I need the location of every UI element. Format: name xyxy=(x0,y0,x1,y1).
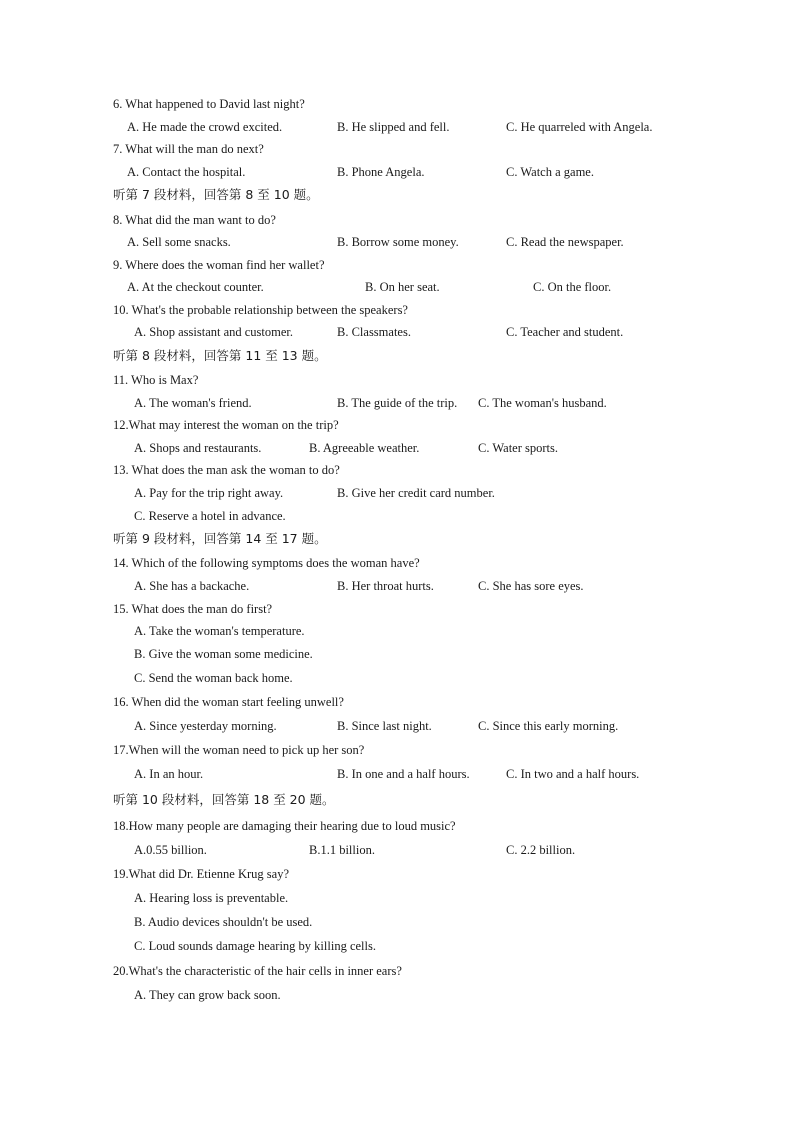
question-14-stem: 14. Which of the following symptoms does the woman have? xyxy=(113,556,420,570)
question-10-option-c: C. Teacher and student. xyxy=(506,325,624,339)
question-8-option-c: C. Read the newspaper. xyxy=(506,235,624,249)
question-14-option-a: A. She has a backache. xyxy=(134,579,250,593)
question-19-option-c: C. Loud sounds damage hearing by killing cells. xyxy=(134,939,376,953)
question-7-option-b: B. Phone Angela. xyxy=(337,165,425,179)
question-18-stem: 18.How many people are damaging their hearing due to loud music? xyxy=(113,819,456,833)
question-9-option-a: A. At the checkout counter. xyxy=(127,280,264,294)
question-12-option-c: C. Water sports. xyxy=(478,441,559,455)
question-10-option-a: A. Shop assistant and customer. xyxy=(134,325,294,339)
question-16-option-b: B. Since last night. xyxy=(337,719,432,733)
question-6-option-c: C. He quarreled with Angela. xyxy=(506,120,653,134)
question-17-stem: 17.When will the woman need to pick up her son? xyxy=(113,743,365,757)
question-10-option-b: B. Classmates. xyxy=(337,325,411,339)
question-16-option-c: C. Since this early morning. xyxy=(478,719,619,733)
question-8-stem: 8. What did the man want to do? xyxy=(113,213,276,227)
question-18-option-c: C. 2.2 billion. xyxy=(506,843,576,857)
question-15-stem: 15. What does the man do first? xyxy=(113,602,273,616)
question-15-option-c: C. Send the woman back home. xyxy=(134,671,293,685)
question-12-option-a: A. Shops and restaurants. xyxy=(134,441,262,455)
question-17-option-b: B. In one and a half hours. xyxy=(337,767,470,781)
question-7-option-a: A. Contact the hospital. xyxy=(127,165,246,179)
question-17-option-a: A. In an hour. xyxy=(134,767,204,781)
section-heading-8: 听第 8 段材料，回答第 11 至 13 题。 xyxy=(113,348,327,363)
question-6-stem: 6. What happened to David last night? xyxy=(113,97,305,111)
question-15-option-a: A. Take the woman's temperature. xyxy=(134,624,305,638)
question-17-option-c: C. In two and a half hours. xyxy=(506,767,640,781)
section-heading-9: 听第 9 段材料，回答第 14 至 17 题。 xyxy=(113,531,327,546)
question-9-option-c: C. On the floor. xyxy=(533,280,612,294)
question-13-option-c: C. Reserve a hotel in advance. xyxy=(134,509,286,523)
question-14-option-b: B. Her throat hurts. xyxy=(337,579,434,593)
question-6-option-b: B. He slipped and fell. xyxy=(337,120,450,134)
question-19-option-a: A. Hearing loss is preventable. xyxy=(134,891,289,905)
question-6-option-a: A. He made the crowd excited. xyxy=(127,120,283,134)
question-8-option-b: B. Borrow some money. xyxy=(337,235,459,249)
question-7-option-c: C. Watch a game. xyxy=(506,165,594,179)
question-9-option-b: B. On her seat. xyxy=(365,280,440,294)
question-20-option-a: A. They can grow back soon. xyxy=(134,988,281,1002)
question-11-option-c: C. The woman's husband. xyxy=(478,396,607,410)
question-15-option-b: B. Give the woman some medicine. xyxy=(134,647,313,661)
question-11-option-a: A. The woman's friend. xyxy=(134,396,252,410)
question-18-option-b: B.1.1 billion. xyxy=(309,843,375,857)
section-heading-10: 听第 10 段材料，回答第 18 至 20 题。 xyxy=(113,792,335,807)
section-heading-7: 听第 7 段材料，回答第 8 至 10 题。 xyxy=(113,187,319,202)
question-19-stem: 19.What did Dr. Etienne Krug say? xyxy=(113,867,289,881)
question-10-stem: 10. What's the probable relationship between the speakers? xyxy=(113,303,408,317)
question-9-stem: 9. Where does the woman find her wallet? xyxy=(113,258,325,272)
question-13-stem: 13. What does the man ask the woman to do? xyxy=(113,463,340,477)
question-16-option-a: A. Since yesterday morning. xyxy=(134,719,277,733)
question-14-option-c: C. She has sore eyes. xyxy=(478,579,584,593)
question-7-stem: 7. What will the man do next? xyxy=(113,142,264,156)
question-8-option-a: A. Sell some snacks. xyxy=(127,235,231,249)
question-12-option-b: B. Agreeable weather. xyxy=(309,441,420,455)
question-11-option-b: B. The guide of the trip. xyxy=(337,396,458,410)
question-13-option-b: B. Give her credit card number. xyxy=(337,486,495,500)
question-11-stem: 11. Who is Max? xyxy=(113,373,199,387)
question-20-stem: 20.What's the characteristic of the hair cells in inner ears? xyxy=(113,964,402,978)
question-19-option-b: B. Audio devices shouldn't be used. xyxy=(134,915,313,929)
question-12-stem: 12.What may interest the woman on the trip? xyxy=(113,418,339,432)
question-18-option-a: A.0.55 billion. xyxy=(134,843,207,857)
question-16-stem: 16. When did the woman start feeling unwell? xyxy=(113,695,344,709)
question-13-option-a: A. Pay for the trip right away. xyxy=(134,486,284,500)
